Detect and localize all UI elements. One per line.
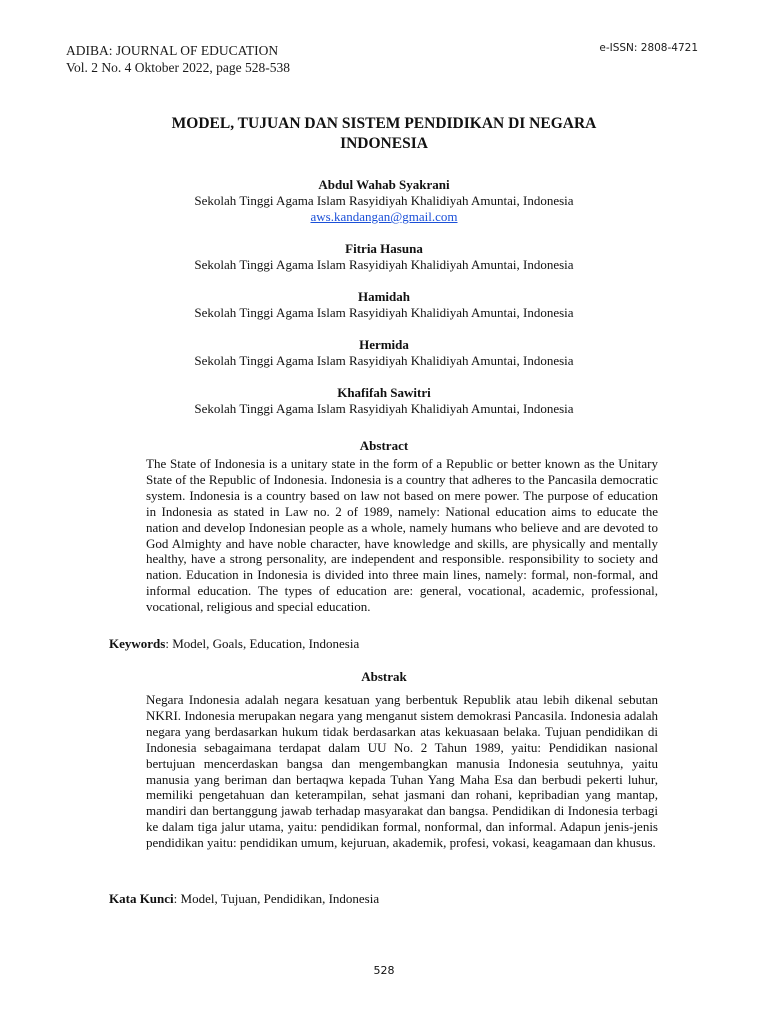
kata-kunci-text: : Model, Tujuan, Pendidikan, Indonesia bbox=[173, 891, 380, 906]
author-affiliation: Sekolah Tinggi Agama Islam Rasyidiyah Khalidiyah Amuntai, Indonesia bbox=[194, 305, 574, 320]
author-name: Hamidah bbox=[357, 289, 410, 304]
author-name: Khafifah Sawitri bbox=[337, 385, 431, 400]
abstrak-body: Negara Indonesia adalah negara kesatuan yang berbentuk Republik atau lebih dikenal sebutan NKRI. Indonesia merupakan negara yang menganut sistem demokrasi Pancasila. Indonesia adalah negara yang berdasarkan hukum tidak berdasarkan atas kekuasaan belaka. Tujuan pendidikan di Indonesia sebagaimana terdapat dalam UU No. 2 Tahun 1989, yaitu: Pendidikan nasional bertujuan mencerdaskan bangsa dan mengembangkan manusia Indonesia seutuhnya, yaitu manusia yang beriman dan bertaqwa kepada Tuhan Yang Maha Esa dan berbudi pekerti luhur, memiliki pengetahuan dan keterampilan, sehat jasmani dan rohani, kepribadian yang mantap, mandiri dan bertanggung jawab terhadap masyarakat dan bangsa. Pendidikan di Indonesia terbagi ke dalam tiga jalur utama, yaitu: pendidikan formal, nonformal, dan informal. Adapun jenis-jenis pendidikan yaitu: pendidikan umum, kejuruan, akademik, profesi, vokasi, keagamaan dan khusus. bbox=[146, 692, 658, 851]
author-list bbox=[84, 177, 684, 433]
keywords bbox=[109, 636, 359, 652]
kata-kunci bbox=[109, 891, 379, 907]
page-number: 528 bbox=[373, 964, 395, 977]
author-block bbox=[84, 241, 684, 273]
paper-title-line-2: INDONESIA bbox=[340, 135, 428, 152]
abstract-heading: Abstract bbox=[359, 438, 409, 453]
journal-volume: Vol. 2 No. 4 Oktober 2022, page 528-538 bbox=[66, 60, 290, 75]
author-block bbox=[84, 337, 684, 369]
author-name: Abdul Wahab Syakrani bbox=[318, 177, 450, 192]
author-affiliation: Sekolah Tinggi Agama Islam Rasyidiyah Khalidiyah Amuntai, Indonesia bbox=[194, 257, 574, 272]
author-name: Hermida bbox=[359, 337, 409, 352]
author-block bbox=[84, 177, 684, 225]
author-email-link[interactable]: aws.kandangan@gmail.com bbox=[310, 209, 458, 224]
author-block bbox=[84, 385, 684, 417]
abstract-body: The State of Indonesia is a unitary state in the form of a Republic or better known as the Unitary State of the Republic of Indonesia. Indonesia is a country that adheres to the Pancasila democratic system. Indonesia is a country based on law not based on mere power. The purpose of education in Indonesia as stated in Law no. 2 of 1989, namely: National education aims to educate the nation and develop Indonesian people as a whole, namely humans who believe and are devoted to God Almighty and have noble character, have knowledge and skills, are physically and mentally healthy, have a strong personality, are independent and responsible. responsibility to society and nation. Education in Indonesia is divided into three main lines, namely: formal, non-formal, and informal education. The types of education are: general, vocational, academic, professional, vocational, religious and special education. bbox=[146, 456, 658, 615]
keywords-label: Keywords bbox=[109, 636, 166, 651]
author-block bbox=[84, 289, 684, 321]
paper-title bbox=[100, 114, 668, 154]
issn: e-ISSN: 2808-4721 bbox=[599, 42, 698, 54]
author-name: Fitria Hasuna bbox=[345, 241, 423, 256]
journal-name: ADIBA: JOURNAL OF EDUCATION bbox=[66, 43, 279, 58]
author-affiliation: Sekolah Tinggi Agama Islam Rasyidiyah Khalidiyah Amuntai, Indonesia bbox=[194, 401, 574, 416]
keywords-text: : Model, Goals, Education, Indonesia bbox=[165, 636, 360, 651]
author-affiliation: Sekolah Tinggi Agama Islam Rasyidiyah Khalidiyah Amuntai, Indonesia bbox=[194, 193, 574, 208]
paper-title-line-1: MODEL, TUJUAN DAN SISTEM PENDIDIKAN DI NEGARA bbox=[171, 115, 597, 132]
kata-kunci-label: Kata Kunci bbox=[109, 891, 174, 906]
abstrak-heading: Abstrak bbox=[361, 669, 407, 684]
author-affiliation: Sekolah Tinggi Agama Islam Rasyidiyah Khalidiyah Amuntai, Indonesia bbox=[194, 353, 574, 368]
journal-header bbox=[66, 42, 290, 76]
